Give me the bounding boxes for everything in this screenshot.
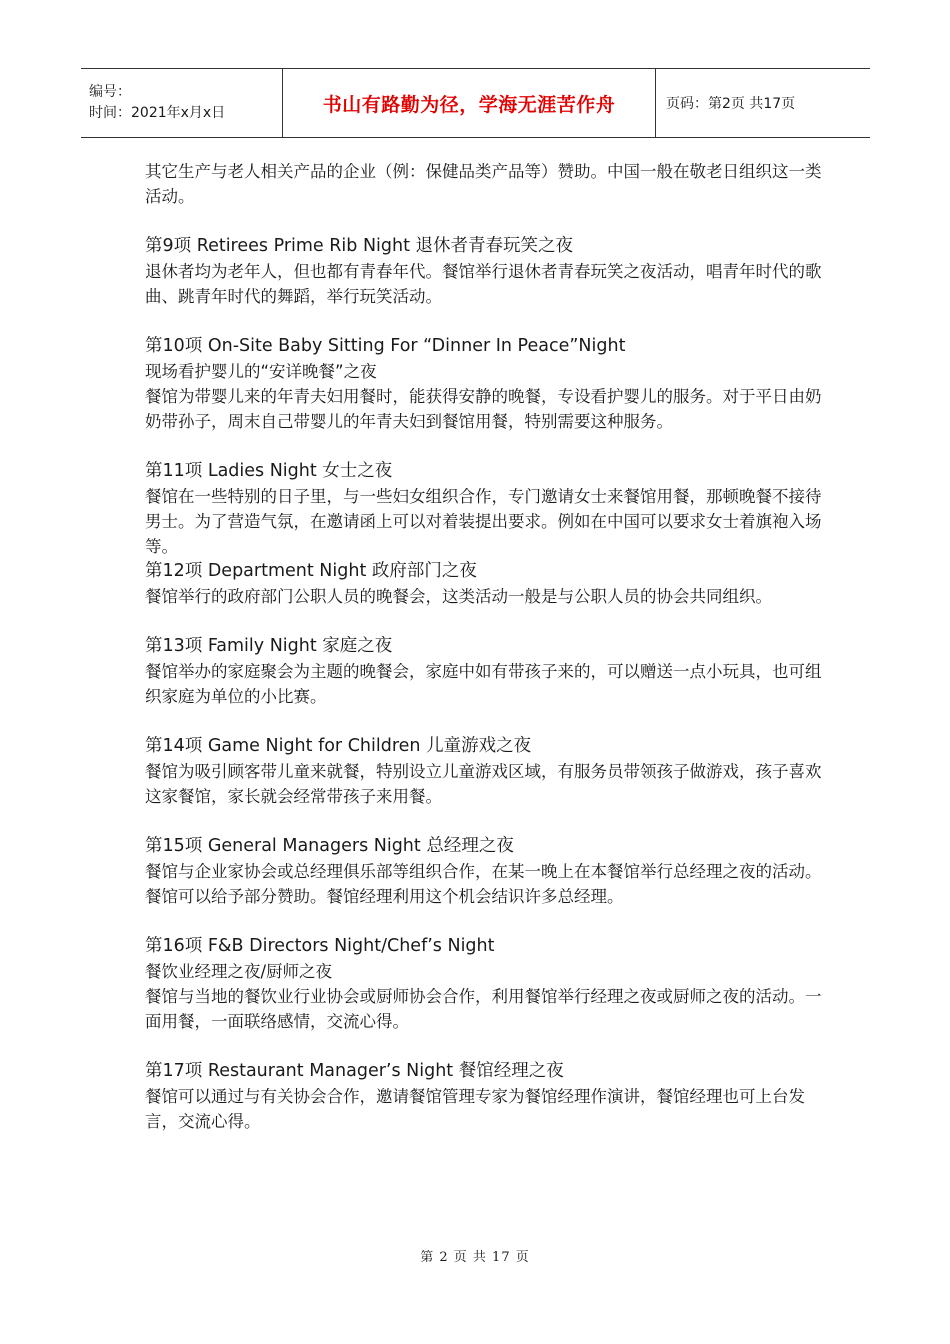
item-body: 餐馆举行的政府部门公职人员的晚餐会，这类活动一般是与公职人员的协会共同组织。 — [145, 587, 772, 606]
item-title: 第15项 General Managers Night 总经理之夜 — [145, 836, 514, 856]
page-footer: 第 2 页 共 17 页 — [420, 1250, 530, 1265]
document-number-label: 编号： — [89, 84, 131, 100]
item-title: 第14项 Game Night for Children 儿童游戏之夜 — [145, 736, 532, 756]
item-body: 餐馆可以通过与有关协会合作，邀请餐馆管理专家为餐馆经理作演讲，餐馆经理也可上台发言，交流心得。 — [145, 1087, 805, 1131]
list-item — [145, 834, 825, 909]
list-item — [145, 334, 825, 434]
document-time-label: 时间：2021年x月x日 — [89, 105, 226, 121]
item-body: 餐馆为吸引顾客带儿童来就餐，特别设立儿童游戏区域，有服务员带领孩子做游戏，孩子喜欢这家餐馆，家长就会经常带孩子来用餐。 — [145, 762, 822, 806]
page-header — [81, 68, 870, 138]
header-page-number: 页码：第2页 共17页 — [666, 96, 796, 112]
item-body: 餐馆与企业家协会或总经理俱乐部等组织合作，在某一晚上在本餐馆举行总经理之夜的活动。餐馆可以给予部分赞助。餐馆经理利用这个机会结识许多总经理。 — [145, 862, 822, 906]
item-title: 第12项 Department Night 政府部门之夜 — [145, 561, 477, 581]
item-subtitle: 现场看护婴儿的“安详晚餐”之夜 — [145, 362, 377, 381]
item-title: 第17项 Restaurant Manager’s Night 餐馆经理之夜 — [145, 1061, 564, 1081]
item-title: 第9项 Retirees Prime Rib Night 退休者青春玩笑之夜 — [145, 236, 574, 256]
header-motto: 书山有路勤为径，学海无涯苦作舟 — [283, 69, 656, 137]
header-meta — [81, 69, 283, 137]
list-item — [145, 734, 825, 809]
list-item — [145, 934, 825, 1034]
item-title: 第11项 Ladies Night 女士之夜 — [145, 461, 393, 481]
item-title: 第10项 On-Site Baby Sitting For “Dinner In Peace”Night — [145, 336, 626, 356]
list-item — [145, 634, 825, 709]
list-item — [145, 1059, 825, 1134]
item-body: 餐馆与当地的餐饮业行业协会或厨师协会合作，利用餐馆举行经理之夜或厨师之夜的活动。一面用餐，一面联络感情，交流心得。 — [145, 987, 822, 1031]
item-body: 退休者均为老年人，但也都有青春年代。餐馆举行退休者青春玩笑之夜活动，唱青年时代的歌曲、跳青年时代的舞蹈，举行玩笑活动。 — [145, 262, 822, 306]
list-item — [145, 559, 825, 609]
item-title: 第13项 Family Night 家庭之夜 — [145, 636, 393, 656]
document-body — [145, 159, 825, 1134]
list-item — [145, 459, 825, 559]
item-subtitle: 餐饮业经理之夜/厨师之夜 — [145, 962, 333, 981]
item-body: 餐馆在一些特别的日子里，与一些妇女组织合作，专门邀请女士来餐馆用餐，那顿晚餐不接待男士。为了营造气氛，在邀请函上可以对着装提出要求。例如在中国可以要求女士着旗袍入场等。 — [145, 487, 822, 556]
item-title: 第16项 F&B Directors Night/Chef’s Night — [145, 936, 495, 956]
intro-paragraph: 其它生产与老人相关产品的企业（例：保健品类产品等）赞助。中国一般在敬老日组织这一类活动。 — [145, 162, 822, 206]
item-body: 餐馆举办的家庭聚会为主题的晚餐会，家庭中如有带孩子来的，可以赠送一点小玩具，也可组织家庭为单位的小比赛。 — [145, 662, 822, 706]
item-body: 餐馆为带婴儿来的年青夫妇用餐时，能获得安静的晚餐，专设看护婴儿的服务。对于平日由奶奶带孙子，周末自己带婴儿的年青夫妇到餐馆用餐，特别需要这种服务。 — [145, 387, 822, 431]
list-item — [145, 234, 825, 309]
